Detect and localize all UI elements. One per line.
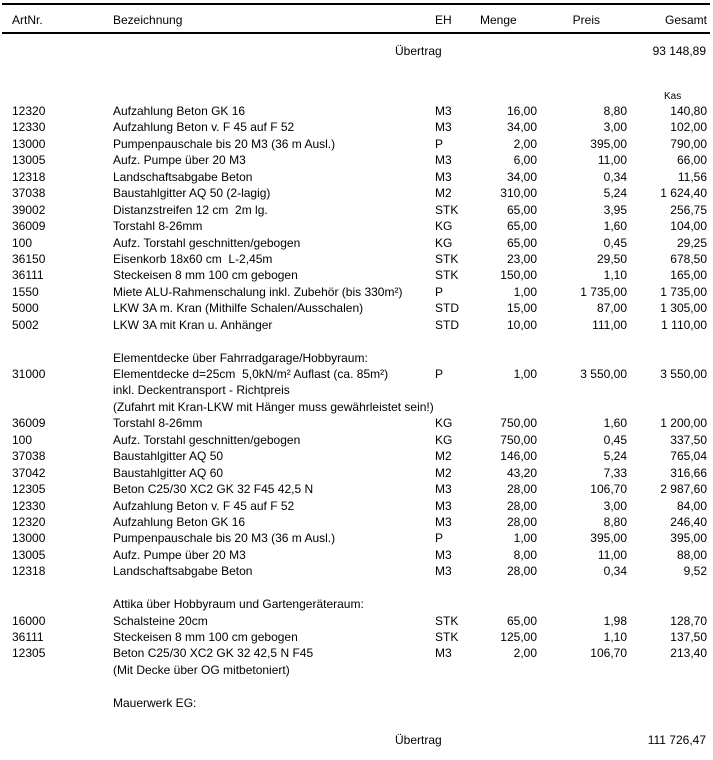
table-row <box>0 629 707 645</box>
table-row <box>0 432 707 448</box>
header-divider <box>2 32 710 34</box>
carryover-bottom-amount: 111 726,47 <box>647 733 706 747</box>
cell-eh: M3 <box>435 104 452 118</box>
cell-preis: 1 735,00 <box>580 284 627 299</box>
table-row <box>0 267 707 283</box>
cell-preis: 11,00 <box>597 153 627 168</box>
cell-eh: M2 <box>435 465 452 480</box>
table-row <box>0 580 707 596</box>
cell-artnr: 36009 <box>12 416 46 431</box>
cell-artnr: 37038 <box>12 186 46 201</box>
cell-gesamt: 1 305,00 <box>660 301 707 316</box>
cell-menge: 16,00 <box>506 104 537 118</box>
cell-eh: P <box>435 367 444 381</box>
cell-artnr: 12320 <box>12 104 46 118</box>
column-header-bezeichnung: Bezeichnung <box>113 13 183 27</box>
cell-eh: M3 <box>435 564 452 579</box>
cell-gesamt: 678,50 <box>670 251 707 266</box>
column-header-gesamt: Gesamt <box>664 13 707 27</box>
cell-artnr: 12320 <box>12 514 46 529</box>
table-header <box>0 13 707 27</box>
cell-gesamt: 102,00 <box>670 120 707 135</box>
cell-bezeichnung: Elementdecke d=25cm 5,0kN/m² Auflast (ca. 85m²) <box>113 367 389 381</box>
cell-preis: 1,60 <box>603 219 627 234</box>
cell-eh: STK <box>435 268 459 283</box>
cell-bezeichnung: Baustahlgitter AQ 60 <box>113 465 224 480</box>
cell-preis: 87,00 <box>596 301 627 316</box>
cell-bezeichnung: Beton C25/30 XC2 GK 32 42,5 N F45 <box>113 646 314 661</box>
table-row <box>0 662 707 678</box>
table-row <box>0 218 707 234</box>
cell-artnr: 5000 <box>12 301 39 316</box>
cell-preis: 3 550,00 <box>580 367 627 381</box>
cell-artnr: 12318 <box>12 564 46 579</box>
cell-gesamt: 3 550,00 <box>660 367 707 381</box>
cell-preis: 1,60 <box>603 416 627 431</box>
cell-preis: 3,95 <box>603 202 627 217</box>
cell-menge: 28,00 <box>506 482 537 497</box>
table-row <box>0 300 707 316</box>
cell-preis: 0,34 <box>603 564 627 579</box>
column-header-preis: Preis <box>572 13 600 27</box>
cell-gesamt: 337,50 <box>670 432 707 447</box>
cell-bezeichnung: Mauerwerk EG: <box>113 695 197 710</box>
cell-menge: 65,00 <box>506 219 537 234</box>
cell-gesamt: 2 987,60 <box>660 482 707 497</box>
table-row <box>0 596 707 612</box>
cell-preis: 3,00 <box>603 498 627 513</box>
cell-eh: M3 <box>435 498 452 513</box>
cell-preis: 395,00 <box>590 531 627 546</box>
cell-bezeichnung: Aufzahlung Beton v. F 45 auf F 52 <box>113 498 295 513</box>
cell-gesamt: 29,25 <box>676 235 707 250</box>
cell-preis: 1,10 <box>603 268 627 283</box>
cell-menge: 28,00 <box>506 564 537 579</box>
table-row <box>0 695 707 711</box>
cell-bezeichnung: Attika über Hobbyraum und Gartengeräteraum: <box>113 597 364 612</box>
cell-bezeichnung: Landschaftsabgabe Beton <box>113 564 253 579</box>
cell-gesamt: 11,56 <box>677 169 707 184</box>
carryover-bottom-row <box>0 733 707 748</box>
cell-artnr: 36111 <box>12 268 44 283</box>
cell-gesamt: 1 110,00 <box>661 317 707 332</box>
cell-artnr: 1550 <box>12 284 39 299</box>
table-row <box>0 563 707 579</box>
cell-bezeichnung: LKW 3A mit Kran u. Anhänger <box>113 317 273 332</box>
cell-eh: P <box>435 531 444 546</box>
cell-menge: 65,00 <box>506 202 537 217</box>
cell-eh: P <box>435 284 444 299</box>
cell-gesamt: 88,00 <box>676 547 707 562</box>
cell-bezeichnung: Landschaftsabgabe Beton <box>113 169 253 184</box>
column-header-eh: EH <box>435 13 452 27</box>
table-row <box>0 185 707 201</box>
cell-menge: 8,00 <box>513 547 537 562</box>
cell-bezeichnung: LKW 3A m. Kran (Mithilfe Schalen/Ausschalen) <box>113 301 364 316</box>
table-row <box>0 350 707 366</box>
cell-artnr: 13005 <box>12 547 46 562</box>
cell-gesamt: 137,50 <box>670 630 707 644</box>
cell-eh: M3 <box>435 120 452 135</box>
column-header-menge: Menge <box>480 13 517 27</box>
cell-menge: 23,00 <box>506 251 537 266</box>
cell-menge: 310,00 <box>500 186 537 201</box>
table-row <box>0 399 707 415</box>
cell-eh: STD <box>435 301 459 316</box>
cell-artnr: 13000 <box>12 136 46 151</box>
cell-artnr: 37038 <box>12 449 46 464</box>
cell-menge: 6,00 <box>513 153 537 168</box>
cell-menge: 15,00 <box>506 301 537 316</box>
cell-artnr: 39002 <box>12 202 46 217</box>
cell-menge: 10,00 <box>506 317 537 332</box>
table-row <box>0 645 707 661</box>
cell-menge: 2,00 <box>513 136 537 151</box>
cell-gesamt: 395,00 <box>670 531 707 546</box>
cell-gesamt: 1 624,40 <box>660 186 707 201</box>
cell-gesamt: 246,40 <box>670 514 707 529</box>
cell-gesamt: 165,00 <box>670 268 707 283</box>
cell-menge: 34,00 <box>506 120 537 135</box>
cell-artnr: 37042 <box>12 465 46 480</box>
table-row <box>0 284 707 300</box>
cell-preis: 7,33 <box>603 465 627 480</box>
cell-menge: 43,20 <box>506 465 537 480</box>
cell-gesamt: 104,00 <box>670 219 707 234</box>
cell-bezeichnung: Baustahlgitter AQ 50 (2-lagig) <box>113 186 271 201</box>
cell-gesamt: 1 735,00 <box>660 284 707 299</box>
top-divider <box>2 3 710 5</box>
cell-eh: M3 <box>435 482 452 497</box>
table-row <box>0 152 707 168</box>
cell-artnr: 12305 <box>12 482 46 497</box>
cell-preis: 0,34 <box>603 169 627 184</box>
cell-artnr: 12330 <box>12 498 46 513</box>
cell-preis: 8,80 <box>603 514 627 529</box>
cell-eh: M3 <box>435 169 452 184</box>
cell-gesamt: 140,80 <box>670 104 707 118</box>
cell-bezeichnung: Distanzstreifen 12 cm 2m lg. <box>113 202 268 217</box>
cell-bezeichnung: (Mit Decke über OG mitbetoniert) <box>113 662 290 677</box>
table-row <box>0 366 707 382</box>
cell-menge: 1,00 <box>513 367 537 381</box>
cell-artnr: 16000 <box>12 613 46 628</box>
cell-menge: 150,00 <box>500 268 537 283</box>
cell-menge: 1,00 <box>513 284 537 299</box>
carryover-top-amount: 93 148,89 <box>652 44 706 58</box>
cell-gesamt: 765,04 <box>670 449 707 464</box>
cell-preis: 3,00 <box>603 120 627 135</box>
cell-bezeichnung: Aufz. Pumpe über 20 M3 <box>113 153 246 168</box>
cell-preis: 106,70 <box>590 482 627 497</box>
table-row <box>0 514 707 530</box>
cell-bezeichnung: Baustahlgitter AQ 50 <box>113 449 224 464</box>
table-row <box>0 465 707 481</box>
cell-menge: 2,00 <box>513 646 537 661</box>
cell-preis: 0,45 <box>603 432 627 447</box>
cell-artnr: 12305 <box>12 646 46 661</box>
cell-menge: 1,00 <box>513 531 537 546</box>
cell-artnr: 36111 <box>12 630 44 644</box>
table-row <box>0 235 707 251</box>
cell-bezeichnung: Aufzahlung Beton v. F 45 auf F 52 <box>113 120 295 135</box>
cell-bezeichnung: Aufz. Torstahl geschnitten/gebogen <box>113 432 301 447</box>
cell-menge: 28,00 <box>506 514 537 529</box>
cell-menge: 146,00 <box>500 449 537 464</box>
table-row <box>0 613 707 629</box>
cell-gesamt: 1 200,00 <box>660 416 707 431</box>
cell-bezeichnung: Schalsteine 20cm <box>113 613 208 628</box>
cell-artnr: 12330 <box>12 120 46 135</box>
table-row <box>0 481 707 497</box>
cell-menge: 750,00 <box>500 432 537 447</box>
cell-preis: 5,24 <box>603 186 627 201</box>
cell-bezeichnung: Pumpenpauschale bis 20 M3 (36 m Ausl.) <box>113 136 336 151</box>
cell-gesamt: 316,66 <box>670 465 707 480</box>
cell-preis: 5,24 <box>603 449 627 464</box>
cell-artnr: 36009 <box>12 219 46 234</box>
table-row <box>0 202 707 218</box>
table-row <box>0 317 707 333</box>
cell-artnr: 13005 <box>12 153 46 168</box>
table-row <box>0 136 707 152</box>
table-row <box>0 169 707 185</box>
cell-menge: 750,00 <box>500 416 537 431</box>
cell-gesamt: 66,00 <box>676 153 707 168</box>
table-row <box>0 333 707 349</box>
cell-menge: 65,00 <box>506 235 537 250</box>
cell-eh: STK <box>435 613 459 628</box>
cell-eh: M3 <box>435 547 452 562</box>
carryover-bottom-label: Übertrag <box>395 733 442 747</box>
cell-eh: STK <box>435 251 459 266</box>
cell-bezeichnung: Miete ALU-Rahmenschalung inkl. Zubehör (bis 330m²) <box>113 284 403 299</box>
cell-bezeichnung: Aufz. Pumpe über 20 M3 <box>113 547 246 562</box>
cell-eh: M2 <box>435 186 452 201</box>
cell-eh: STK <box>435 202 459 217</box>
cell-eh: M3 <box>435 153 452 168</box>
table-row <box>0 547 707 563</box>
cell-bezeichnung: (Zufahrt mit Kran-LKW mit Hänger muss gewährleistet sein!) <box>113 399 434 414</box>
cell-preis: 11,00 <box>597 547 627 562</box>
table-row <box>0 103 707 119</box>
cell-preis: 1,98 <box>603 613 627 628</box>
cell-bezeichnung: Beton C25/30 XC2 GK 32 F45 42,5 N <box>113 482 314 497</box>
cell-menge: 28,00 <box>506 498 537 513</box>
cell-eh: KG <box>435 416 453 431</box>
cell-bezeichnung: Aufz. Torstahl geschnitten/gebogen <box>113 235 301 250</box>
cell-preis: 1,10 <box>603 630 627 644</box>
cell-eh: KG <box>435 219 453 234</box>
cell-eh: M2 <box>435 449 452 464</box>
cell-bezeichnung: Torstahl 8-26mm <box>113 416 203 431</box>
cell-menge: 34,00 <box>506 169 537 184</box>
table-row <box>0 678 707 694</box>
cell-bezeichnung: Pumpenpauschale bis 20 M3 (36 m Ausl.) <box>113 531 336 546</box>
cell-menge: 125,00 <box>500 630 537 644</box>
cell-eh: M3 <box>435 646 452 661</box>
cell-gesamt: 128,70 <box>670 613 707 628</box>
cell-bezeichnung: Aufzahlung Beton GK 16 <box>113 104 246 118</box>
cell-eh: STD <box>435 317 459 332</box>
cell-menge: 65,00 <box>506 613 537 628</box>
cell-eh: STK <box>435 630 459 644</box>
cell-eh: P <box>435 136 444 151</box>
carryover-top-row <box>0 44 707 59</box>
cell-gesamt: 790,00 <box>670 136 707 151</box>
cell-artnr: 13000 <box>12 531 46 546</box>
cell-eh: KG <box>435 235 453 250</box>
table-body <box>0 103 707 711</box>
cell-preis: 106,70 <box>590 646 627 661</box>
cell-gesamt: 256,75 <box>670 202 707 217</box>
cell-artnr: 5002 <box>12 317 39 332</box>
column-header-artnr: ArtNr. <box>12 13 43 27</box>
cell-bezeichnung: Torstahl 8-26mm <box>113 219 203 234</box>
table-row <box>0 530 707 546</box>
cell-bezeichnung: inkl. Deckentransport - Richtpreis <box>113 383 290 398</box>
cell-preis: 111,00 <box>592 317 627 332</box>
kas-label: Kas <box>664 91 682 102</box>
cell-gesamt: 84,00 <box>676 498 707 513</box>
table-row <box>0 251 707 267</box>
cell-artnr: 36150 <box>12 251 46 266</box>
cell-preis: 8,80 <box>603 104 627 118</box>
cell-bezeichnung: Steckeisen 8 mm 100 cm gebogen <box>113 268 298 283</box>
table-row <box>0 498 707 514</box>
table-row <box>0 415 707 431</box>
cell-eh: KG <box>435 432 453 447</box>
cell-artnr: 100 <box>12 432 33 447</box>
cell-gesamt: 213,40 <box>670 646 707 661</box>
cell-eh: M3 <box>435 514 452 529</box>
cell-preis: 395,00 <box>590 136 627 151</box>
cell-artnr: 31000 <box>12 367 46 381</box>
table-row <box>0 448 707 464</box>
cell-bezeichnung: Eisenkorb 18x60 cm L-2,45m <box>113 251 273 266</box>
cell-preis: 0,45 <box>603 235 627 250</box>
cell-bezeichnung: Aufzahlung Beton GK 16 <box>113 514 246 529</box>
cell-gesamt: 9,52 <box>683 564 707 579</box>
table-row <box>0 119 707 135</box>
cell-bezeichnung: Steckeisen 8 mm 100 cm gebogen <box>113 630 298 644</box>
carryover-top-label: Übertrag <box>395 44 442 58</box>
cell-artnr: 100 <box>12 235 33 250</box>
cell-artnr: 12318 <box>12 169 46 184</box>
table-row <box>0 382 707 398</box>
cell-bezeichnung: Elementdecke über Fahrradgarage/Hobbyraum: <box>113 350 368 365</box>
cell-preis: 29,50 <box>596 251 627 266</box>
